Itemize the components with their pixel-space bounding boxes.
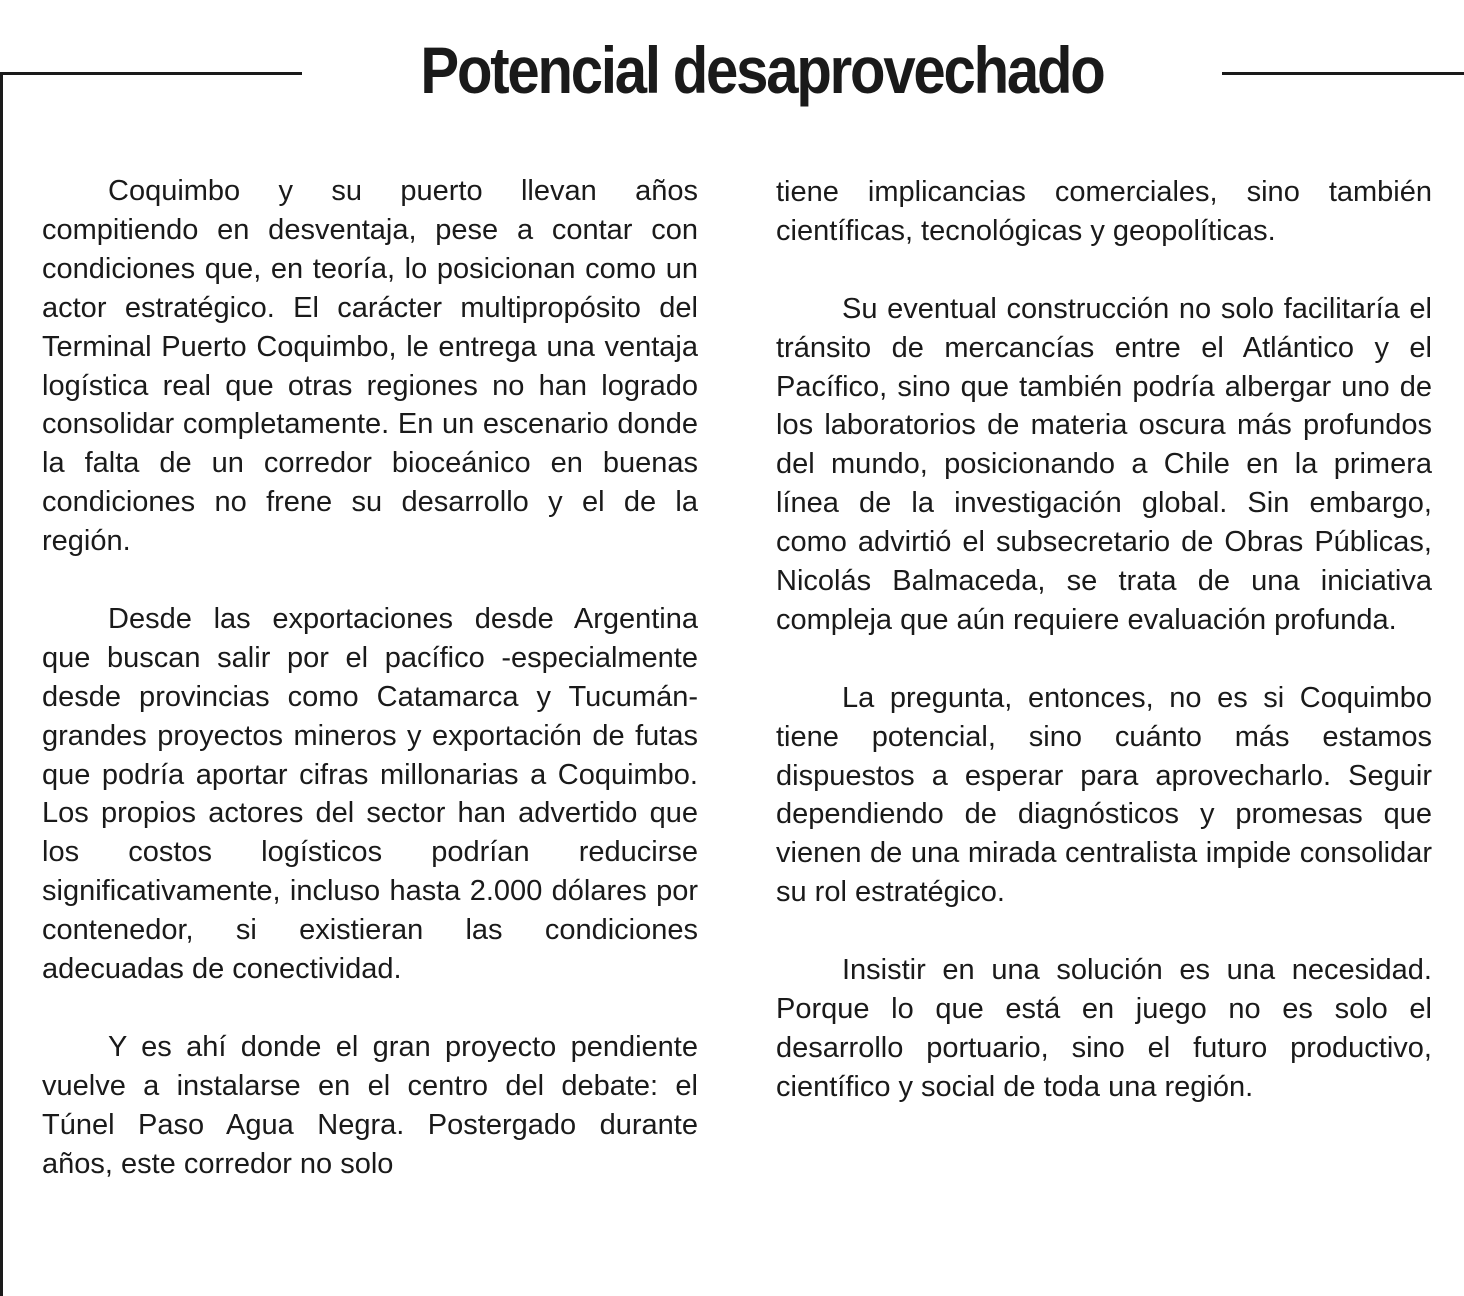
article-headline: Potencial desaprovechado bbox=[420, 33, 1104, 107]
paragraph-continued: tiene implicancias comerciales, sino también científicas, tecnológicas y geopolíticas. bbox=[776, 176, 1432, 247]
article-left-border bbox=[0, 74, 3, 1296]
paragraph: Y es ahí donde el gran proyecto pendiente vuelve a instalarse en el centro del debate: el Túnel Paso Agua Negra. Postergado durante años, este corredor no solo bbox=[42, 1030, 698, 1180]
paragraph: Coquimbo y su puerto llevan años compitiendo en desventaja, pese a contar con condiciones que, en teoría, lo posicionan como un actor estratégico. El carácter multipropósito del Terminal Puerto Coquimbo, le entrega una ventaja logística real que otras regiones no han logrado consolidar completamente. En un escenario donde la falta de un corredor bioceánico en buenas condiciones no frene su desarrollo y el de la región. bbox=[42, 175, 698, 558]
headline-rule-left bbox=[0, 72, 302, 75]
paragraph: Insistir en una solución es una necesidad. Porque lo que está en juego no es solo el desarrollo portuario, sino el futuro productivo, científico y social de toda una región. bbox=[776, 954, 1432, 1103]
article-column-left bbox=[42, 172, 698, 1184]
headline-rule-right bbox=[1222, 72, 1464, 75]
paragraph: Su eventual construcción no solo facilitaría el tránsito de mercancías entre el Atlántico y el Pacífico, sino que también podría albergar uno de los laboratorios de materia oscura más profundos del mundo, posicionando a Chile en la primera línea de la investigación global. Sin embargo, como advirtió el subsecretario de Obras Públicas, Nicolás Balmaceda, se trata de una iniciativa compleja que aún requiere evaluación profunda. bbox=[776, 292, 1432, 636]
paragraph: Desde las exportaciones desde Argentina que buscan salir por el pacífico -especialmente desde provincias como Catamarca y Tucumán- grandes proyectos mineros y exportación de futas que podría aportar cifras millonarias a Coquimbo. Los propios actores del sector han advertido que los costos logísticos podrían reducirse significativamente, incluso hasta 2.000 dólares por contenedor, si existieran las condiciones adecuadas de conectividad. bbox=[42, 602, 698, 986]
article-column-right bbox=[776, 173, 1432, 1107]
paragraph: La pregunta, entonces, no es si Coquimbo tiene potencial, sino cuánto más estamos dispuestos a esperar para aprovecharlo. Seguir dependiendo de diagnósticos y promesas que vienen de una mirada centralista impide consolidar su rol estratégico. bbox=[776, 681, 1432, 909]
